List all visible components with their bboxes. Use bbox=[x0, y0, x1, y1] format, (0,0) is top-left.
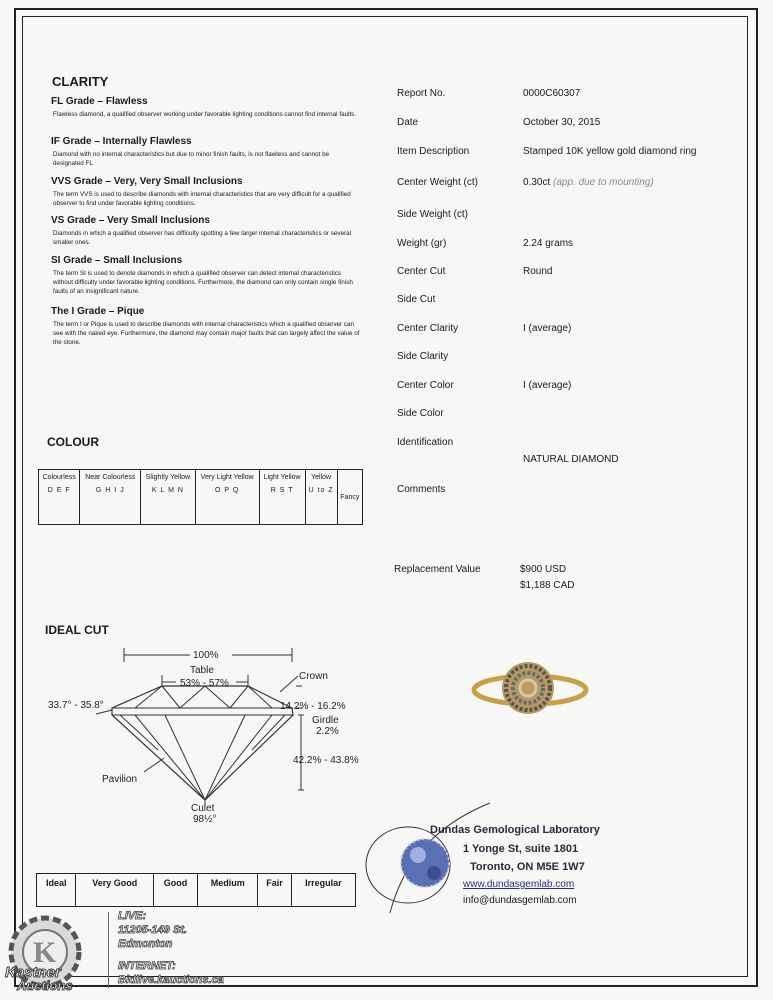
grade-text: The term VVS is used to describe diamonds with internal characteristics that are very difficult for a qualified observer to find under favorable lighting conditions. bbox=[53, 191, 351, 207]
lab-email: info@dundasgemlab.com bbox=[463, 895, 577, 906]
cut-grade-cell: Ideal bbox=[37, 874, 76, 907]
lab-name: Dundas Gemological Laboratory bbox=[430, 824, 600, 836]
label-table: Table bbox=[190, 665, 214, 676]
label-girdle: Girdle bbox=[312, 715, 339, 726]
field-value-center-cut: Round bbox=[523, 266, 553, 277]
field-value-center-clarity: I (average) bbox=[523, 323, 572, 334]
grade-text: The term SI is used to denote diamonds in which a qualified observer can detect internal characteristics without difficulty under favorable lighting conditions. Furthermore, the diamond can only contain single finish faults of an insignificant nature. bbox=[53, 270, 353, 295]
colour-cell bbox=[337, 470, 362, 525]
live-label: LIVE: bbox=[118, 910, 147, 922]
label-pavilion: Pavilion bbox=[102, 774, 138, 785]
grade-heading: IF Grade – Internally Flawless bbox=[51, 136, 192, 147]
field-value-weight-gr: 2.24 grams bbox=[523, 238, 574, 249]
field-label-side-cut: Side Cut bbox=[397, 294, 436, 305]
field-value-center-weight bbox=[523, 177, 654, 188]
label-crown: Crown bbox=[299, 671, 328, 682]
brand-bottom: Auctions bbox=[17, 978, 73, 993]
colour-name: Very Light Yellow bbox=[200, 474, 254, 481]
colour-name: Light Yellow bbox=[263, 474, 301, 481]
field-label-center-clarity: Center Clarity bbox=[397, 323, 459, 334]
watermark-divider bbox=[108, 912, 109, 988]
colour-name: Near Colourless bbox=[85, 474, 136, 481]
label-girdle-pct: 2.2% bbox=[316, 726, 339, 737]
field-label-center-cut: Center Cut bbox=[397, 266, 446, 277]
colour-cell bbox=[80, 470, 141, 525]
colour-name: Slightly Yellow bbox=[145, 474, 191, 481]
colour-name: Colourless bbox=[42, 474, 76, 481]
cut-grade-cell: Medium bbox=[198, 874, 258, 907]
ring-photo bbox=[470, 650, 590, 725]
field-value-replacement-cad: $1,188 CAD bbox=[520, 580, 575, 591]
colour-cell bbox=[39, 470, 80, 525]
field-label-side-weight: Side Weight (ct) bbox=[397, 209, 468, 220]
colour-letters: R S T bbox=[270, 487, 294, 494]
clarity-grade-if bbox=[51, 136, 361, 168]
field-label-replacement-value: Replacement Value bbox=[394, 564, 481, 575]
colour-scale-table bbox=[38, 469, 363, 525]
field-label-side-clarity: Side Clarity bbox=[397, 351, 449, 362]
internet-label: INTERNET: bbox=[118, 960, 176, 972]
lab-address-line2: Toronto, ON M5E 1W7 bbox=[470, 861, 585, 873]
label-crown-height: 14.2% - 16.2% bbox=[280, 701, 346, 712]
live-address1: 11205-149 St. bbox=[118, 924, 187, 936]
svg-text:K: K bbox=[33, 936, 57, 969]
field-label-item-description: Item Description bbox=[397, 146, 470, 157]
colour-title: COLOUR bbox=[47, 435, 99, 449]
label-table-range: 53% - 57% bbox=[180, 678, 229, 689]
field-value-date: October 30, 2015 bbox=[523, 117, 601, 128]
clarity-grade-si bbox=[51, 255, 361, 296]
cut-grade-cell: Good bbox=[153, 874, 197, 907]
center-weight-value: 0.30ct bbox=[523, 177, 551, 188]
label-width: 100% bbox=[193, 650, 219, 661]
internet-url[interactable]: Bidlive.kauctions.ca bbox=[118, 974, 224, 986]
label-pavilion-depth: 42.2% - 43.8% bbox=[293, 755, 359, 766]
lab-website-link[interactable]: www.dundasgemlab.com bbox=[463, 879, 575, 890]
center-weight-note: (app. due to mounting) bbox=[553, 177, 654, 188]
grade-text: Diamonds in which a qualified observer has difficulty spotting a few larger internal characteristics or several smaller ones. bbox=[53, 230, 352, 246]
colour-letters: K L M N bbox=[151, 487, 184, 494]
cut-grade-cell: Very Good bbox=[76, 874, 153, 907]
colour-letters: G H I J bbox=[95, 487, 125, 494]
ideal-cut-title: IDEAL CUT bbox=[45, 623, 109, 637]
field-label-identification: Identification bbox=[397, 437, 454, 448]
field-label-side-color: Side Color bbox=[397, 408, 444, 419]
field-label-center-color: Center Color bbox=[397, 380, 454, 391]
label-culet-val: 98½° bbox=[193, 814, 217, 825]
colour-cell bbox=[259, 470, 305, 525]
field-label-date: Date bbox=[397, 117, 419, 128]
cut-grade-table bbox=[36, 873, 356, 907]
diamond-cut-diagram bbox=[40, 640, 370, 830]
grade-text: Flawless diamond, a qualified observer working under favorable lighting conditions cannot find internal faults. bbox=[53, 111, 357, 118]
colour-cell bbox=[195, 470, 259, 525]
grade-heading: VVS Grade – Very, Very Small Inclusions bbox=[51, 176, 243, 187]
grade-heading: VS Grade – Very Small Inclusions bbox=[51, 215, 210, 226]
field-label-weight-gr: Weight (gr) bbox=[397, 238, 447, 249]
lab-address-line1: 1 Yonge St, suite 1801 bbox=[463, 843, 579, 855]
cut-grade-cell: Fair bbox=[258, 874, 291, 907]
cut-grade-cell: Irregular bbox=[291, 874, 355, 907]
field-label-comments: Comments bbox=[397, 484, 446, 495]
grade-heading: The I Grade – Pique bbox=[51, 306, 145, 317]
grade-heading: FL Grade – Flawless bbox=[51, 96, 148, 107]
clarity-grade-vvs bbox=[51, 176, 361, 208]
colour-letters: U to Z bbox=[308, 487, 334, 494]
field-label-report-no: Report No. bbox=[397, 88, 446, 99]
field-value-report-no: 0000C60307 bbox=[523, 88, 581, 99]
colour-letters: D E F bbox=[47, 487, 71, 494]
label-crown-angle: 33.7° - 35.8° bbox=[48, 700, 104, 711]
clarity-grade-i bbox=[51, 306, 361, 347]
kastner-auctions-logo bbox=[5, 912, 110, 994]
clarity-grade-vs bbox=[51, 215, 361, 247]
colour-name: Fancy bbox=[340, 493, 360, 501]
field-value-replacement-usd: $900 USD bbox=[520, 564, 567, 575]
clarity-grade-fl bbox=[51, 96, 361, 119]
grade-text: The term I or Pique is used to describe diamonds with internal characteristics which a qualified observer can see with the naked eye. Furthermore, the diamond may contain major faults that can largely affect the value of the stone. bbox=[53, 321, 360, 346]
field-value-center-color: I (average) bbox=[523, 380, 572, 391]
brand-top: Kastner bbox=[5, 964, 61, 981]
live-address2: Edmonton bbox=[118, 938, 173, 950]
clarity-title: CLARITY bbox=[52, 74, 109, 89]
field-value-item-description: Stamped 10K yellow gold diamond ring bbox=[523, 146, 697, 157]
colour-letters: O P Q bbox=[214, 487, 240, 494]
colour-name: Yellow bbox=[311, 474, 332, 481]
grade-heading: SI Grade – Small Inclusions bbox=[51, 255, 183, 266]
label-culet: Culet bbox=[191, 803, 215, 814]
field-value-identification: NATURAL DIAMOND bbox=[523, 454, 619, 465]
colour-cell bbox=[141, 470, 195, 525]
colour-cell bbox=[305, 470, 337, 525]
field-label-center-weight: Center Weight (ct) bbox=[397, 177, 478, 188]
grade-text: Diamond with no internal characteristics but due to minor finish faults, is not flawless and cannot be designated FL. bbox=[53, 151, 330, 167]
